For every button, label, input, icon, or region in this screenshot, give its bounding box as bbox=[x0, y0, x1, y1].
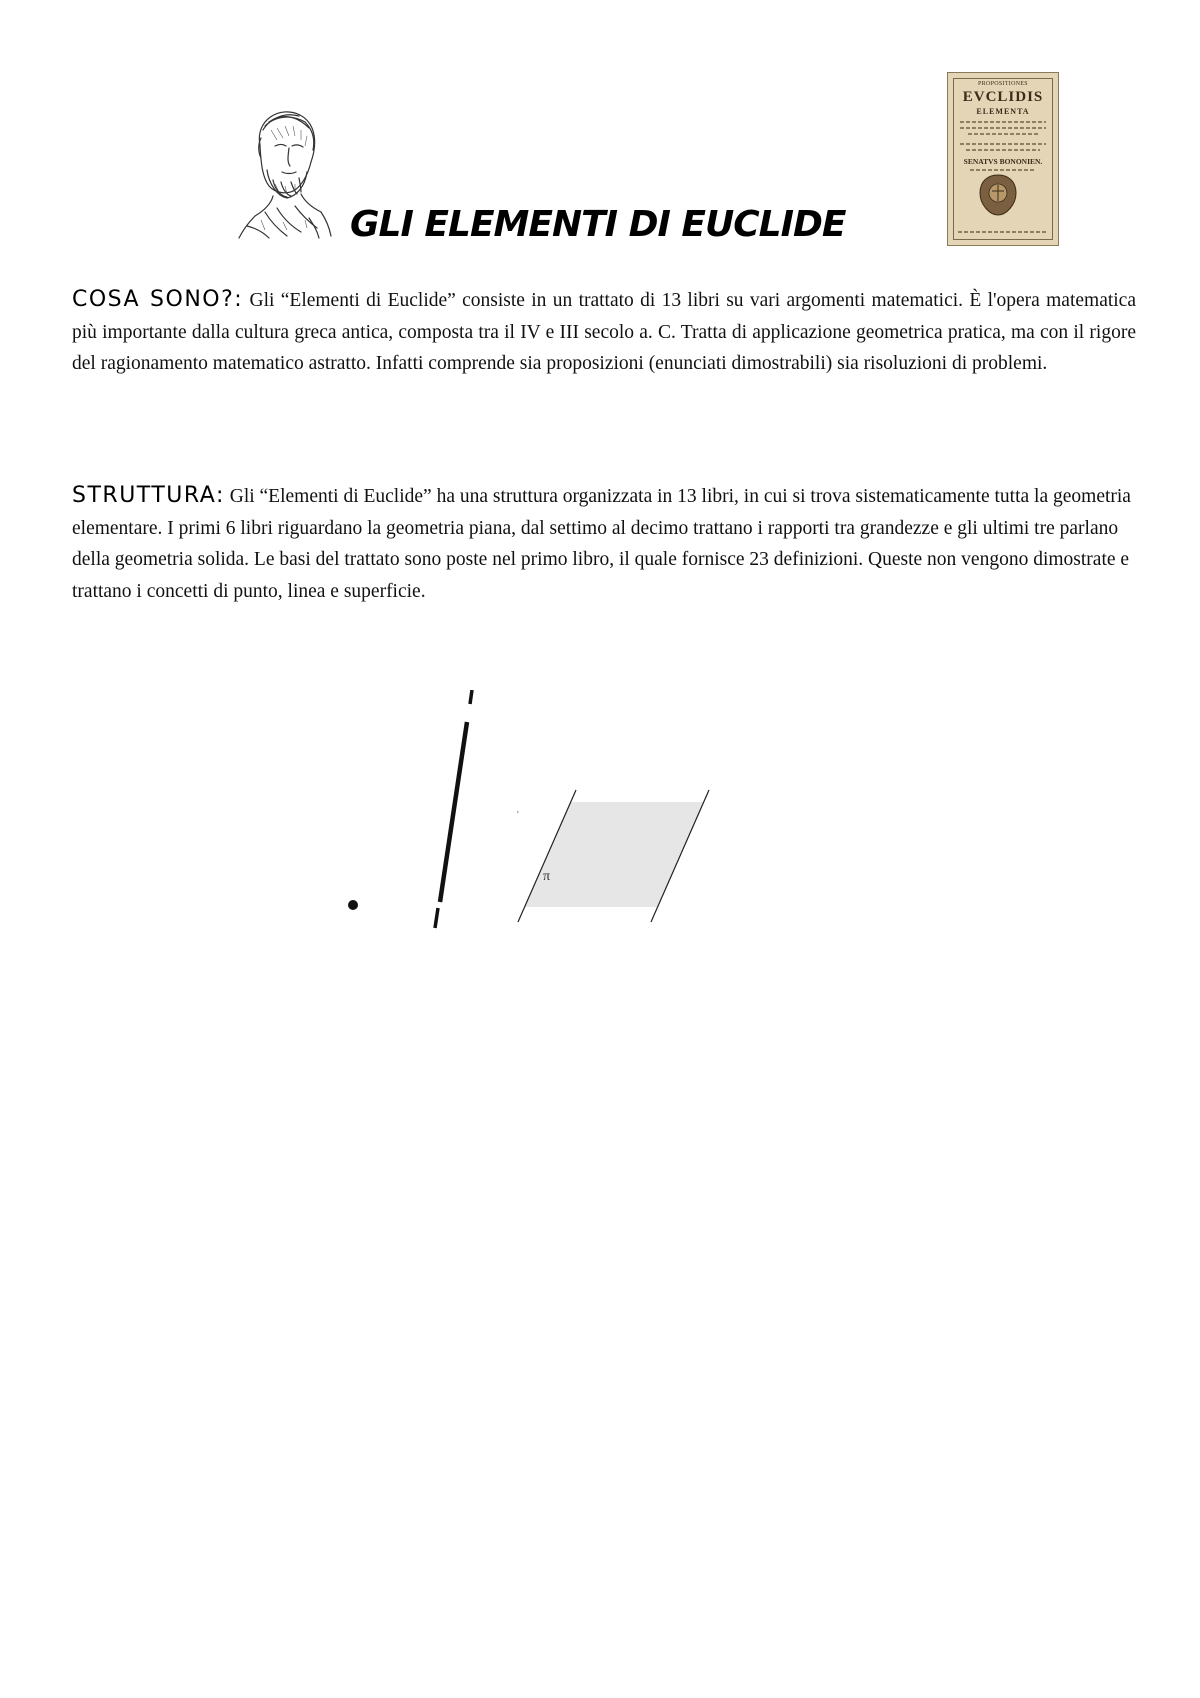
book-cover-top-line: PROPOSITIONES bbox=[978, 81, 1028, 87]
book-cover-text-line bbox=[966, 149, 1040, 151]
line-extension-top bbox=[470, 690, 472, 704]
plane-label: π bbox=[543, 869, 551, 884]
book-cover-text-line bbox=[960, 143, 1046, 145]
book-cover-text-line bbox=[960, 127, 1046, 129]
book-cover-middle-line: SENATVS BONONIEN. bbox=[963, 157, 1043, 166]
book-cover-text-line bbox=[958, 231, 1048, 233]
euclid-portrait-image bbox=[225, 100, 335, 240]
book-cover-text-line bbox=[960, 121, 1046, 123]
point-dot bbox=[348, 900, 358, 910]
section-struttura bbox=[72, 480, 1136, 607]
page-title: GLI ELEMENTI DI EUCLIDE bbox=[350, 204, 846, 245]
line-extension-bottom bbox=[435, 908, 438, 928]
section-body: Gli “Elementi di Euclide” consiste in un trattato di 13 libri su vari argomenti matematici. È l'opera matematica più importante dalla cultura greca antica, composta tra il IV e III secolo a. C. Tratta di applicazione geometrica pratica, ma con il rigore del ragionamento matematico astratto. Infatti comprende sia proposizioni (enunciati dimostrabili) sia risoluzioni di problemi. bbox=[72, 290, 1136, 374]
euclid-book-cover-image bbox=[947, 72, 1059, 246]
line-label-mark: ' bbox=[517, 810, 519, 821]
section-body: Gli “Elementi di Euclide” ha una struttura organizzata in 13 libri, in cui si trova sistematicamente tutta la geometria elementare. I primi 6 libri riguardano la geometria piana, dal settimo al decimo trattano i rapporti tra grandezze e gli ultimi tre parlano della geometria solida. Le basi del trattato sono poste nel primo libro, il quale fornisce 23 definizioni. Queste non vengono dimostrate e trattano i concetti di punto, linea e superficie. bbox=[72, 486, 1131, 602]
book-cover-crest-icon bbox=[978, 173, 1018, 217]
book-cover-text-line bbox=[970, 169, 1036, 171]
section-heading: COSA SONO?: bbox=[72, 287, 244, 312]
book-cover-title: EVCLIDIS bbox=[962, 89, 1044, 105]
section-heading: STRUTTURA: bbox=[72, 483, 225, 508]
book-cover-text-line bbox=[968, 133, 1038, 135]
section-cosa-sono bbox=[72, 284, 1136, 380]
book-cover-subtitle: ELEMENTA bbox=[976, 107, 1030, 116]
line-segment bbox=[440, 722, 467, 902]
plane-surface bbox=[524, 802, 704, 907]
geometry-figure bbox=[330, 690, 720, 930]
